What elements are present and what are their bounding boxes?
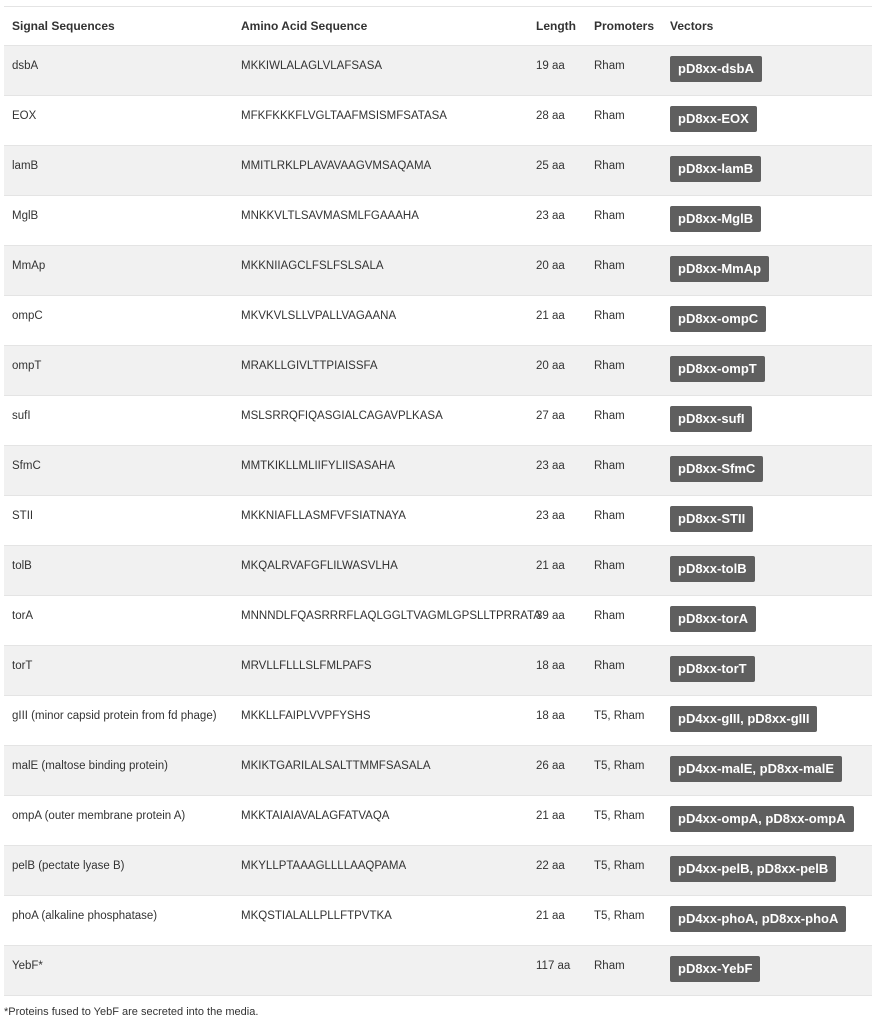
table-row — [4, 896, 872, 946]
signal-sequence-cell: tolB — [12, 560, 32, 572]
length-cell: 20 aa — [536, 360, 565, 372]
amino-acid-sequence-cell: MKIKTGARILALSALTTMMFSASALA — [241, 760, 431, 772]
vector-badge[interactable]: pD8xx-EOX — [670, 106, 757, 132]
table-row — [4, 496, 872, 546]
length-cell: 21 aa — [536, 560, 565, 572]
amino-acid-sequence-cell: MKQSTIALALLPLLFTPVTKA — [241, 910, 392, 922]
amino-acid-sequence-cell: MSLSRRQFIQASGIALCAGAVPLKASA — [241, 410, 443, 422]
signal-sequence-cell: malE (maltose binding protein) — [12, 760, 168, 772]
amino-acid-sequence-cell: MKVKVLSLLVPALLVAGAANA — [241, 310, 397, 322]
table-row — [4, 846, 872, 896]
header-vectors: Vectors — [662, 7, 872, 46]
amino-acid-sequence-cell: MKKNIIAGCLFSLFSLSALA — [241, 260, 384, 272]
table-row — [4, 746, 872, 796]
footnote: *Proteins fused to YebF are secreted into the media. — [4, 1006, 259, 1018]
vector-badge[interactable]: pD8xx-torT — [670, 656, 755, 682]
signal-sequence-cell: ompA (outer membrane protein A) — [12, 810, 186, 822]
table-row — [4, 546, 872, 596]
table-row — [4, 696, 872, 746]
length-cell: 27 aa — [536, 410, 565, 422]
promoters-cell: Rham — [594, 610, 625, 622]
table-row — [4, 196, 872, 246]
promoters-cell: T5, Rham — [594, 910, 645, 922]
signal-sequence-cell: ompC — [12, 310, 43, 322]
amino-acid-sequence-cell — [241, 946, 528, 960]
vector-badge[interactable]: pD4xx-ompA, pD8xx-ompA — [670, 806, 854, 832]
vector-badge[interactable]: pD4xx-phoA, pD8xx-phoA — [670, 906, 846, 932]
amino-acid-sequence-cell: MMITLRKLPLAVAVAAGVMSAQAMA — [241, 160, 432, 172]
signal-sequence-cell: torT — [12, 660, 33, 672]
table-row — [4, 396, 872, 446]
promoters-cell: Rham — [594, 660, 625, 672]
header-promoters: Promoters — [586, 7, 662, 46]
promoters-cell: Rham — [594, 410, 625, 422]
promoters-cell: T5, Rham — [594, 860, 645, 872]
promoters-cell: Rham — [594, 460, 625, 472]
vector-badge[interactable]: pD8xx-SfmC — [670, 456, 763, 482]
length-cell: 21 aa — [536, 310, 565, 322]
vector-badge[interactable]: pD8xx-ompC — [670, 306, 766, 332]
length-cell: 18 aa — [536, 710, 565, 722]
amino-acid-sequence-cell: MNKKVLTLSAVMASMLFGAAAHA — [241, 210, 419, 222]
promoters-cell: Rham — [594, 310, 625, 322]
header-amino-acid-sequence: Amino Acid Sequence — [233, 7, 528, 46]
vector-badge[interactable]: pD8xx-YebF — [670, 956, 760, 982]
amino-acid-sequence-cell: MRAKLLGIVLTTPIAISSFA — [241, 360, 378, 372]
promoters-cell: Rham — [594, 210, 625, 222]
signal-sequence-cell: MglB — [12, 210, 39, 222]
amino-acid-sequence-cell: MKKNIAFLLASMFVFSIATNAYA — [241, 510, 406, 522]
amino-acid-sequence-cell: MNNNDLFQASRRRFLAQLGGLTVAGMLGPSLLTPRRATA — [241, 610, 541, 622]
length-cell: 21 aa — [536, 910, 565, 922]
vector-badge[interactable]: pD8xx-STII — [670, 506, 753, 532]
amino-acid-sequence-cell: MKQALRVAFGFLILWASVLHA — [241, 560, 398, 572]
length-cell: 18 aa — [536, 660, 565, 672]
table-row — [4, 246, 872, 296]
promoters-cell: T5, Rham — [594, 710, 645, 722]
amino-acid-sequence-cell: MFKFKKKFLVGLTAAFMSISMFSATASA — [241, 110, 447, 122]
signal-sequence-cell: phoA (alkaline phosphatase) — [12, 910, 158, 922]
amino-acid-sequence-cell: MKKIWLALAGLVLAFSASA — [241, 60, 383, 72]
vector-badge[interactable]: pD8xx-lamB — [670, 156, 761, 182]
table-row — [4, 46, 872, 96]
signal-sequence-cell: torA — [12, 610, 34, 622]
length-cell: 21 aa — [536, 810, 565, 822]
vector-badge[interactable]: pD4xx-pelB, pD8xx-pelB — [670, 856, 836, 882]
vector-badge[interactable]: pD8xx-dsbA — [670, 56, 762, 82]
promoters-cell: T5, Rham — [594, 760, 645, 772]
table-row — [4, 446, 872, 496]
table-row — [4, 596, 872, 646]
table-row — [4, 146, 872, 196]
amino-acid-sequence-cell: MKYLLPTAAAGLLLLAAQPAMA — [241, 860, 407, 872]
signal-sequence-cell: dsbA — [12, 60, 39, 72]
signal-sequence-cell: EOX — [12, 110, 37, 122]
length-cell: 23 aa — [536, 510, 565, 522]
amino-acid-sequence-cell: MMTKIKLLMLIIFYLIISASAHA — [241, 460, 396, 472]
vector-badge[interactable]: pD8xx-tolB — [670, 556, 755, 582]
length-cell: 28 aa — [536, 110, 565, 122]
length-cell: 117 aa — [536, 960, 571, 972]
header-signal-sequences: Signal Sequences — [4, 7, 233, 46]
signal-sequence-cell: lamB — [12, 160, 39, 172]
vector-badge[interactable]: pD4xx-malE, pD8xx-malE — [670, 756, 842, 782]
promoters-cell: Rham — [594, 110, 625, 122]
signal-sequence-table — [4, 6, 872, 996]
length-cell: 25 aa — [536, 160, 565, 172]
vector-badge[interactable]: pD8xx-MglB — [670, 206, 761, 232]
length-cell: 19 aa — [536, 60, 565, 72]
signal-sequence-cell: STII — [12, 510, 34, 522]
table-row — [4, 296, 872, 346]
length-cell: 23 aa — [536, 210, 565, 222]
promoters-cell: Rham — [594, 510, 625, 522]
table-header-row — [4, 7, 872, 46]
table-row — [4, 946, 872, 996]
header-length: Length — [528, 7, 586, 46]
amino-acid-sequence-cell: MKKLLFAIPLVVPFYSHS — [241, 710, 371, 722]
promoters-cell: Rham — [594, 260, 625, 272]
signal-sequence-cell: sufI — [12, 410, 31, 422]
signal-sequence-cell: SfmC — [12, 460, 41, 472]
length-cell: 39 aa — [536, 610, 565, 622]
promoters-cell: Rham — [594, 960, 625, 972]
length-cell: 23 aa — [536, 460, 565, 472]
signal-sequence-cell: pelB (pectate lyase B) — [12, 860, 125, 872]
vector-badge[interactable]: pD8xx-torA — [670, 606, 756, 632]
amino-acid-sequence-cell: MKKTAIAIAVALAGFATVAQA — [241, 810, 390, 822]
table-row — [4, 96, 872, 146]
signal-sequence-cell: gIII (minor capsid protein from fd phage) — [12, 710, 217, 722]
length-cell: 22 aa — [536, 860, 565, 872]
table-row — [4, 346, 872, 396]
promoters-cell: Rham — [594, 560, 625, 572]
promoters-cell: T5, Rham — [594, 810, 645, 822]
promoters-cell: Rham — [594, 60, 625, 72]
promoters-cell: Rham — [594, 160, 625, 172]
length-cell: 20 aa — [536, 260, 565, 272]
signal-sequence-cell: MmAp — [12, 260, 46, 272]
vector-badge[interactable]: pD4xx-gIII, pD8xx-gIII — [670, 706, 817, 732]
signal-sequence-cell: ompT — [12, 360, 42, 372]
table-row — [4, 646, 872, 696]
vector-badge[interactable]: pD8xx-ompT — [670, 356, 765, 382]
amino-acid-sequence-cell: MRVLLFLLLSLFMLPAFS — [241, 660, 372, 672]
vector-badge[interactable]: pD8xx-MmAp — [670, 256, 769, 282]
vector-badge[interactable]: pD8xx-sufI — [670, 406, 752, 432]
table-row — [4, 796, 872, 846]
signal-sequence-cell: YebF* — [12, 960, 43, 972]
length-cell: 26 aa — [536, 760, 565, 772]
promoters-cell: Rham — [594, 360, 625, 372]
